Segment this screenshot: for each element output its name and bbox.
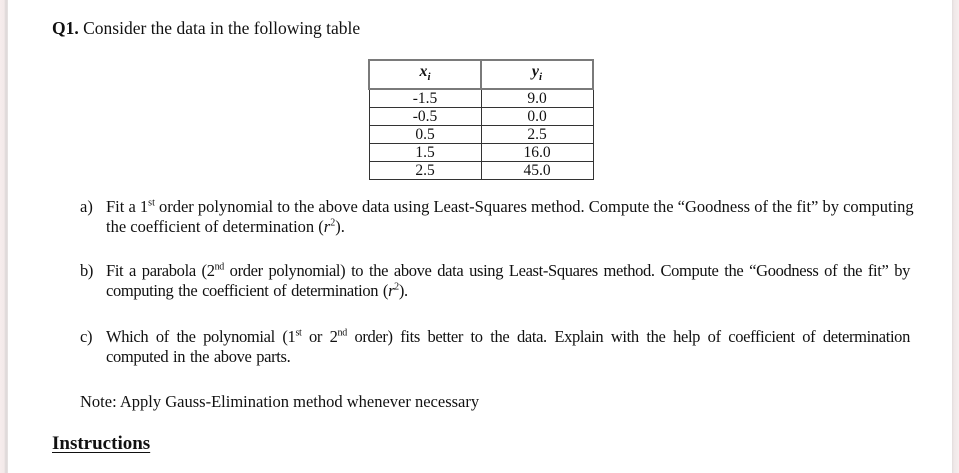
table-row [369,144,593,162]
cell-y: 9.0 [481,89,593,108]
cell-x: 2.5 [369,162,481,180]
part-a-label: a) [80,197,93,216]
header-x: $x_i$ [369,60,481,89]
cell-y: 2.5 [481,126,593,144]
question-title-text: Consider the data in the following table [83,18,361,38]
cell-y: 45.0 [481,162,593,180]
cell-y: 0.0 [481,108,593,126]
cell-x: -0.5 [369,108,481,126]
data-table [368,59,594,180]
part-b [80,261,910,303]
part-c-label: c) [80,327,93,346]
header-y: $y_i$ [481,60,593,89]
table-row [369,162,593,180]
table-header-row [369,60,593,89]
table-row [369,108,593,126]
cell-x: -1.5 [369,89,481,108]
part-b-text: Fit a parabola (2nd order polynomial) to the above data using Least-Squares method. Compute the “Goodness of the fit” by computing the coefficient of determination $(r^2)$. [106,261,910,300]
question-title [52,18,360,39]
part-b-label: b) [80,261,94,280]
question-number: Q1. [52,18,79,38]
part-a [80,197,940,239]
part-c [80,327,910,369]
page-right-edge [952,0,959,473]
table-row [369,89,593,108]
cell-y: 16.0 [481,144,593,162]
cell-x: 0.5 [369,126,481,144]
cell-x: 1.5 [369,144,481,162]
note-text: Note: Apply Gauss-Elimination method whenever necessary [80,392,480,411]
instructions-heading: Instructions [52,433,151,454]
part-c-text: Which of the polynomial (1st or 2nd order) fits better to the data. Explain with the help of coefficient of determination computed in the above parts. [106,327,910,366]
table-row [369,126,593,144]
part-a-text: Fit a 1st order polynomial to the above data using Least-Squares method. Compute the “Goodness of the fit” by computing the coefficient of determination $(r^2)$. [106,197,914,236]
page-left-edge [0,0,8,473]
